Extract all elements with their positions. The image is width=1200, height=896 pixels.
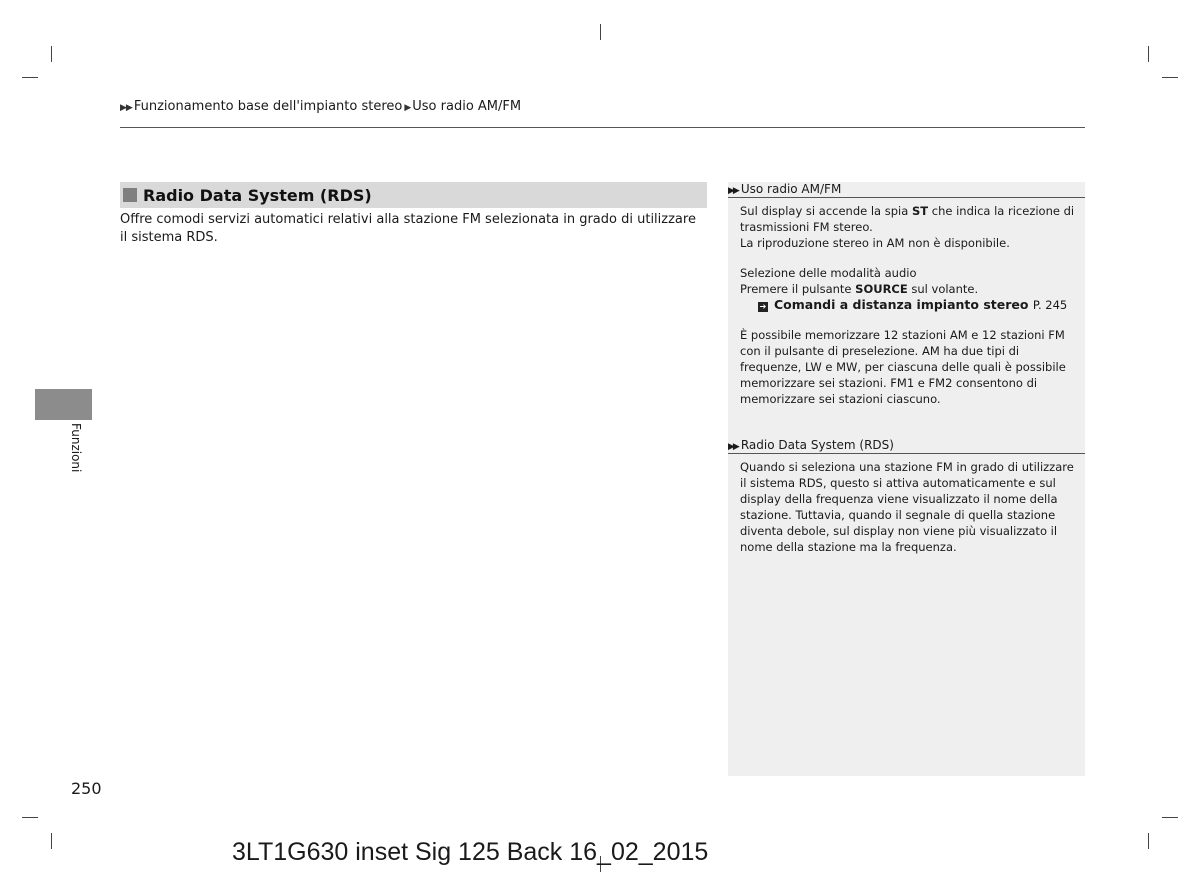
double-triangle-icon: ▶▶	[120, 103, 132, 113]
indicator-label: ST	[911, 204, 929, 218]
arrow-icon: ➔	[759, 302, 767, 311]
crop-mark	[600, 24, 601, 40]
note-paragraph	[740, 281, 1075, 297]
section-heading	[120, 182, 707, 208]
note-paragraph: La riproduzione stereo in AM non è disponibile.	[740, 236, 1010, 250]
crop-mark	[22, 77, 38, 78]
xref-page: P. 245	[1032, 298, 1068, 312]
crop-mark	[1148, 833, 1149, 849]
note-marker-icon: ▶▶	[728, 442, 738, 452]
cross-reference-link[interactable]	[740, 297, 1075, 313]
breadcrumb	[120, 99, 521, 114]
crop-mark	[51, 833, 52, 849]
text: Sul display si accende la spia	[740, 204, 912, 218]
section-body: Offre comodi servizi automatici relativi alla stazione FM selezionata in grado di utilizzare il sistema RDS.	[120, 212, 696, 245]
note-marker-icon: ▶▶	[728, 186, 738, 196]
breadcrumb-part: Uso radio AM/FM	[412, 99, 522, 114]
crop-mark	[51, 46, 52, 62]
text: Premere il pulsante	[740, 282, 856, 296]
breadcrumb-part: Funzionamento base dell'impianto stereo	[133, 99, 403, 114]
chapter-tab	[35, 389, 92, 420]
note-heading	[728, 438, 1085, 454]
square-icon	[123, 188, 137, 202]
note-body	[740, 459, 1075, 555]
crop-mark	[1162, 817, 1178, 818]
note-paragraph: Selezione delle modalità audio	[740, 266, 917, 280]
note-body	[740, 203, 1075, 407]
note-paragraph: È possibile memorizzare 12 stazioni AM e 12 stazioni FM con il pulsante di preselezione. AM ha due tipi di frequenze, LW e MW, per ciascuna delle quali è possibile memorizzare sei stazioni. FM1 e FM2 consentono di memorizzare sei stazioni ciascuno.	[740, 328, 1066, 406]
note-paragraph	[740, 203, 1075, 235]
note-heading	[728, 182, 1085, 198]
notes-sidebar	[728, 182, 1085, 776]
note-title: Radio Data System (RDS)	[740, 438, 894, 452]
crop-mark	[1162, 77, 1178, 78]
text: che indica la ricezione di trasmissioni FM stereo.	[740, 204, 1075, 234]
crop-mark	[1148, 46, 1149, 62]
chapter-tab-label: Funzioni	[69, 423, 83, 473]
page-number: 250	[71, 779, 102, 798]
xref-title: Comandi a distanza impianto stereo	[774, 297, 1029, 312]
print-footer: 3LT1G630 inset Sig 125 Back 16_02_2015	[232, 838, 709, 866]
note-paragraph: Quando si seleziona una stazione FM in grado di utilizzare il sistema RDS, questo si attiva automaticamente e sul display della frequenza viene visualizzato il nome della stazione. Tuttavia, quando il segnale di quella stazione diventa debole, sul display non viene più visualizzato il nome della stazione ma la frequenza.	[740, 460, 1074, 554]
crop-mark	[22, 817, 38, 818]
text: sul volante.	[907, 282, 979, 296]
header-rule	[120, 127, 1085, 128]
section-title: Radio Data System (RDS)	[143, 185, 372, 205]
note-title: Uso radio AM/FM	[740, 182, 842, 196]
button-label: SOURCE	[855, 282, 908, 296]
triangle-icon: ▶	[404, 103, 411, 113]
